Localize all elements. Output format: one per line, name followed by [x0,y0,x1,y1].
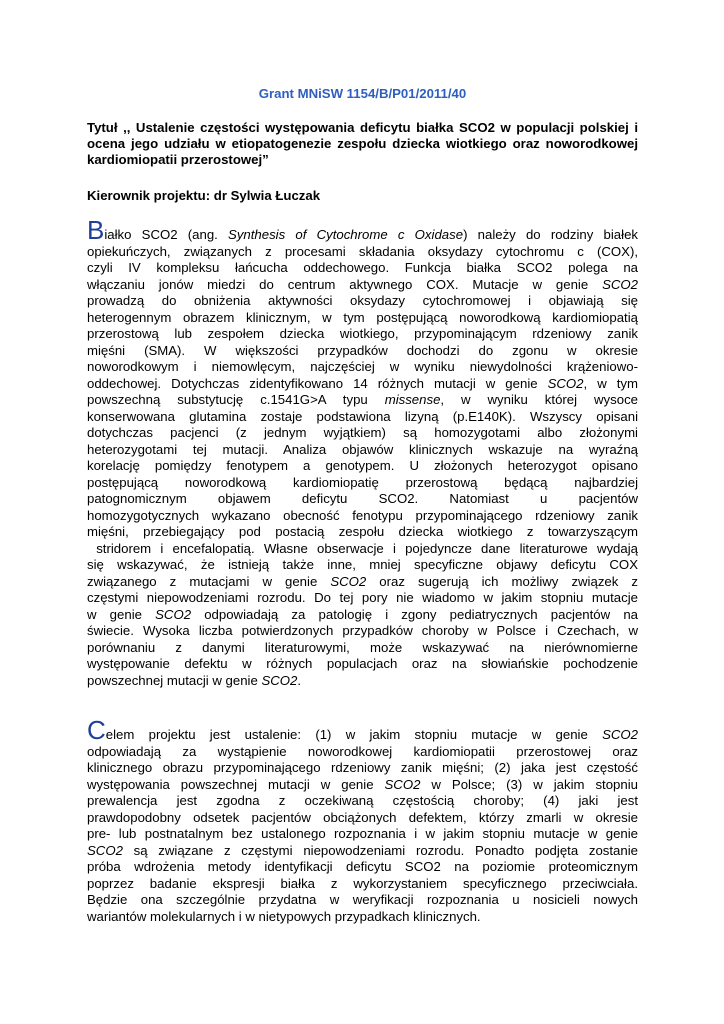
text-line: opiekuńczych, związanych z procesami składania oksydazy cytochromu c (COX), [87,243,638,259]
text-line: patognomicznym objawem deficytu SCO2. Natomiast u pacjentów [87,491,638,506]
text-line: dotychczas pacjenci (z jednym wyjątkiem) są homozygotami albo złożonymi [87,425,638,440]
text-fragment: ) należy do rodziny białek [463,227,638,242]
text-line: postępującą noworodkową kardiomiopatię przerostową będącą najbardziej [87,474,638,490]
text-line: mięśni (SMA). W większości przypadków dochodzi do zgonu w okresie [87,342,638,358]
gene-name: SCO2 [155,606,192,622]
text-fragment: elem projektu jest ustalenie: (1) w jakim stopniu mutacje w genie [105,727,603,742]
text-line: heterozygotami tej mutacji. Analiza objawów klinicznych wskazuje na wyraźną [87,441,638,457]
text-line: poprzez badanie ekspresji białka z wykorzystaniem specyficznego przeciwciała. [87,875,638,891]
text-fragment: Synthesis of Cytochrome c Oxidase [228,227,464,242]
text-line: wariantów molekularnych i w nietypowych przypadkach klinicznych. [87,908,481,924]
text-line: konserwowana glutamina zostaje podstawiona lizyną (p.E140K). Wszyscy opisani [87,408,638,424]
text-line: częstymi niepowodzeniami rozrodu. Do tej pory nie wiadomo w jakim stopniu mutacje [87,590,638,605]
text-fragment: . [297,672,302,688]
text-line: prewalencja jest zgodna z oczekiwaną częstością choroby; (4) jaki jest [87,793,638,808]
gene-name: SCO2 [330,573,367,589]
text-fragment: oraz sugerują ich możliwy związek z [366,573,638,589]
text-fragment: w Polsce; (3) w jakim stopniu [420,776,638,792]
gene-name: SCO2 [384,776,421,792]
text-fragment: w genie [87,606,156,622]
text-fragment: , w wyniku której wysoce [440,392,638,407]
text-fragment: odpowiadają za patologię i zgony pediatrycznych pacjentów na [191,606,638,622]
text-fragment: iałko SCO2 (ang. [104,227,229,242]
text-fragment: włączaniu jonów miedzi do centrum aktywnego COX. Mutacje w genie [87,276,603,292]
text-line: świecie. Wysoka liczba potwierdzonych przypadków choroby w Polsce i Czechach, w [87,623,638,638]
grant-number: Grant MNiSW 1154/B/P01/2011/40 [258,86,467,101]
text-line: noworodkowym i niemowlęcym, najczęściej w wyniku niewydolności krążeniowo- [87,359,638,374]
text-line: mięśni, przebiegający pod postacią zespołu dziecka wiotkiego z towarzyszącym [87,524,638,539]
text-line: klinicznego obrazu przypominającego rdzeniowy zanik mięśni; (2) jaka jest częstość [87,760,638,775]
text-line: się wskazywać, że istnieją także inne, mniej specyficzne objawy deficytu COX [87,557,638,572]
project-title: Tytuł ,, Ustalenie częstości występowania deficytu białka SCO2 w populacji polskiej i ocena jego udziału w etiopatogenezie zespołu dziecka wiotkiego oraz noworodkowej kardiomiopatii przerostowej” [87,120,638,167]
text-fragment: missense [384,392,441,407]
dropcap-c: C [87,715,106,745]
text-line: próba wdrożenia metody identyfikacji deficytu SCO2 na poziomie proteomicznym [87,859,638,874]
text-line: Będzie ona szczególnie przydatna w weryfikacji rozpoznania u nosicieli nowych [87,892,638,907]
text-line: pre- lub postnatalnym bez ustalonego rozpoznania i w jakim stopniu mutacje w genie [87,826,638,841]
text-line: prawdopodobny odsetek pacjentów obciążonych defektem, którzy zmarli w okresie [87,809,638,825]
text-fragment: występowania powszechnej mutacji w genie [87,776,385,792]
text-fragment: są związane z częstymi niepowodzeniami rozrodu. Ponadto podjęta zostanie [122,842,638,858]
text-fragment: związanego z mutacjami w genie [87,573,331,589]
text-line: porównaniu z danymi literaturowymi, może wskazywać na nierównomierne [87,639,638,655]
gene-name: SCO2 [261,672,298,688]
text-line: przerostową lub zespołem dziecka wiotkiego, przypominającym rdzeniowy zanik [87,326,638,341]
paragraph-objective [87,715,638,925]
paragraph-background [87,215,638,689]
text-fragment: powszechną substytucję c.1541G>A typu [87,392,385,407]
text-line: prowadzą do obniżenia aktywności oksydazy cytochromowej i objawiają się [87,293,638,308]
gene-name: SCO2 [87,842,123,858]
text-line: stridorem i encefalopatią. Własne obserwacje i pojedyncze dane literaturowe wydają [87,540,638,556]
text-fragment: powszechnej mutacji w genie [87,672,262,688]
text-line: odpowiadają za wystąpienie noworodkowej kardiomiopatii przerostowej oraz [87,743,638,759]
project-leader: Kierownik projektu: dr Sylwia Łuczak [87,188,321,203]
gene-name: SCO2 [602,727,638,742]
text-fragment: , w tym [583,375,638,391]
gene-name: SCO2 [602,276,638,292]
text-line: występowanie defektu w różnych populacjach oraz na słowiańskie pochodzenie [87,656,638,671]
text-line: heterogennym obrazem klinicznym, w tym postępującą noworodkową kardiomiopatią [87,309,638,325]
text-fragment: oddechowej. Dotychczas zidentyfikowano 14 różnych mutacji w genie [87,375,548,391]
text-line: korelację pomiędzy fenotypem a genotypem. U złożonych heterozygot opisano [87,458,638,473]
dropcap-b: B [87,215,105,245]
gene-name: SCO2 [547,375,584,391]
text-line: homozygotycznych wykazano obecność fenotypu przypominającego rdzeniowy zanik [87,507,638,523]
text-line: czyli IV kompleksu łańcucha oddechowego. Funkcja białka SCO2 polega na [87,260,638,275]
